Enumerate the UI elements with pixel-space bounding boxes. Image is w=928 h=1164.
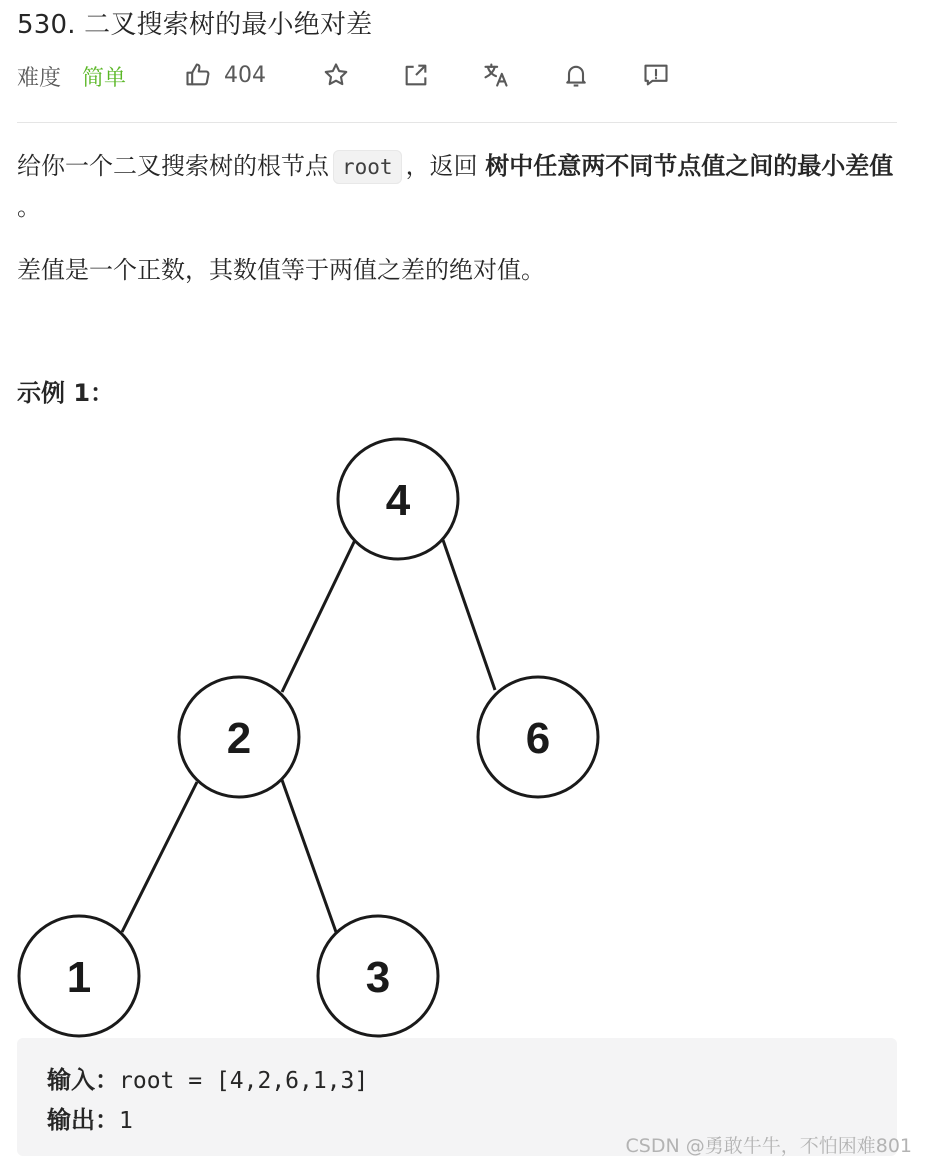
like-count: 404 xyxy=(224,62,266,88)
tree-node-6-label: 6 xyxy=(525,714,551,763)
star-icon xyxy=(322,61,350,89)
tree-edge-2-1 xyxy=(122,782,197,932)
problem-description xyxy=(17,146,897,227)
feedback-button[interactable] xyxy=(642,58,670,92)
tree-edge-4-2 xyxy=(282,540,355,692)
problem-title: 530. 二叉搜索树的最小绝对差 xyxy=(17,10,373,40)
difficulty-badge: 简单 xyxy=(82,65,127,91)
tree-node-2-label: 2 xyxy=(226,714,252,763)
description-text-2: ，返回 xyxy=(405,152,478,180)
share-button[interactable] xyxy=(402,58,430,92)
example-input-line xyxy=(47,1060,368,1095)
share-icon xyxy=(402,61,430,89)
inline-code-root: root xyxy=(333,150,402,184)
translate-button[interactable] xyxy=(482,58,510,92)
thumbs-up-icon xyxy=(184,61,212,89)
header-divider xyxy=(17,122,897,123)
feedback-icon xyxy=(642,61,670,89)
tree-edge-2-3 xyxy=(282,780,336,932)
tree-node-3 xyxy=(318,916,438,1036)
difficulty-label: 难度 xyxy=(17,65,62,91)
input-label: 输入： xyxy=(47,1066,119,1094)
watermark: CSDN @勇敢牛牛，不怕困难801 xyxy=(625,1135,912,1157)
translate-icon xyxy=(482,61,510,89)
description-paragraph xyxy=(17,146,897,227)
output-label: 输出： xyxy=(47,1106,119,1134)
bell-icon xyxy=(562,61,590,89)
output-value: 1 xyxy=(119,1108,133,1134)
description-period: 。 xyxy=(17,193,41,221)
tree-node-6 xyxy=(478,677,598,797)
tree-edge-4-6 xyxy=(443,540,495,690)
tree-node-1 xyxy=(19,916,139,1036)
tree-node-4 xyxy=(338,439,458,559)
example-tree-diagram xyxy=(0,420,640,1040)
favorite-button[interactable] xyxy=(322,58,350,92)
tree-node-2 xyxy=(179,677,299,797)
tree-node-3-label: 3 xyxy=(365,953,391,1002)
subscribe-button[interactable] xyxy=(562,58,590,92)
tree-node-4-label: 4 xyxy=(385,476,411,525)
example-output-line xyxy=(47,1100,133,1135)
input-value: root = [4,2,6,1,3] xyxy=(119,1068,369,1094)
example-heading: 示例 1： xyxy=(17,379,115,407)
description-bold-text: 树中任意两不同节点值之间的最小差值 xyxy=(485,152,894,180)
description-paragraph-2: 差值是一个正数，其数值等于两值之差的绝对值。 xyxy=(17,256,545,284)
tree-node-1-label: 1 xyxy=(66,953,92,1002)
difficulty-row xyxy=(17,56,126,96)
like-button[interactable] xyxy=(184,58,266,92)
description-text-1: 给你一个二叉搜索树的根节点 xyxy=(17,152,329,180)
